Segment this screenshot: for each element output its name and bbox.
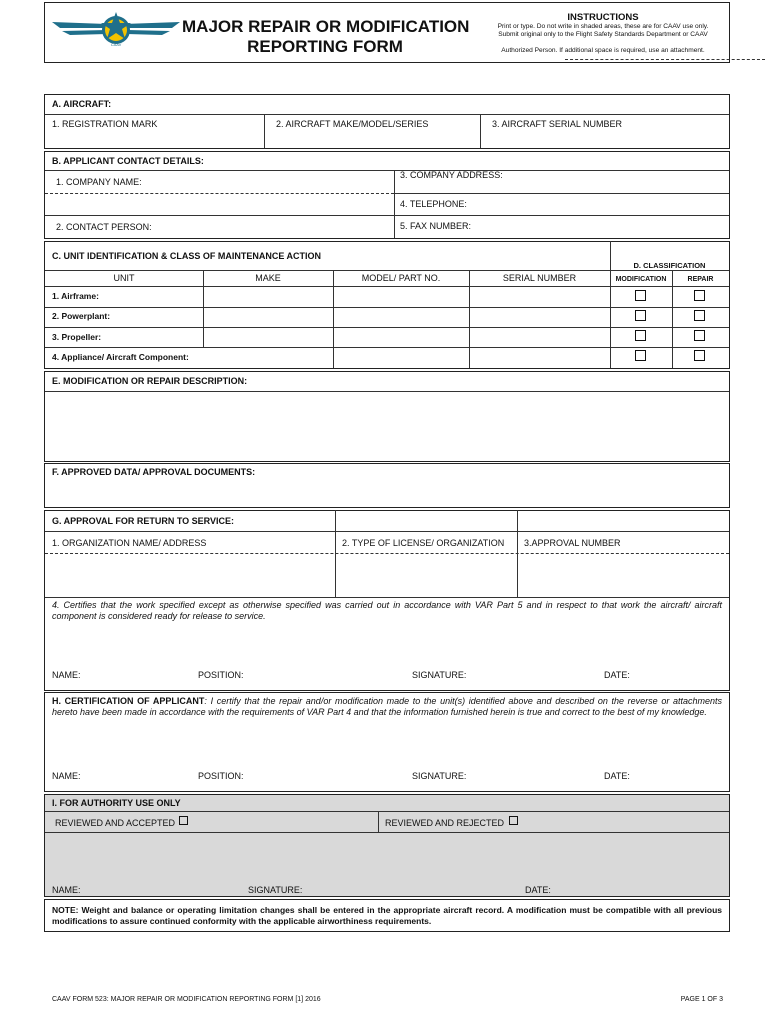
section-b-title: B. APPLICANT CONTACT DETAILS: xyxy=(52,156,204,166)
telephone-top-line xyxy=(394,193,729,194)
row-appliance: 4. Appliance/ Aircraft Component: xyxy=(52,352,189,362)
g-position-label[interactable]: POSITION: xyxy=(198,670,244,680)
section-g-line2 xyxy=(45,597,729,598)
reviewed-rejected-label: REVIEWED AND REJECTED xyxy=(385,818,505,828)
form-title-line2: REPORTING FORM xyxy=(247,37,403,56)
propeller-repair-checkbox[interactable] xyxy=(694,330,705,341)
i-date-label[interactable]: DATE: xyxy=(525,885,551,895)
contact-top-line xyxy=(45,215,729,216)
approval-number-field[interactable]: 3.APPROVAL NUMBER xyxy=(524,538,621,548)
section-c-title: C. UNIT IDENTIFICATION & CLASS OF MAINTENANCE ACTION xyxy=(52,251,321,261)
section-a-col2 xyxy=(480,114,481,148)
header-row-bottom xyxy=(45,286,729,287)
license-type-field[interactable]: 2. TYPE OF LICENSE/ ORGANIZATION xyxy=(342,538,505,548)
col-serial: SERIAL NUMBER xyxy=(502,273,577,283)
instructions-line2: Submit original only to the Flight Safety Standards Department or CAAV xyxy=(498,31,708,38)
powerplant-modification-checkbox[interactable] xyxy=(635,310,646,321)
row-line-1 xyxy=(45,307,729,308)
col-make: MAKE xyxy=(255,273,281,283)
g-date-label[interactable]: DATE: xyxy=(604,670,630,680)
header-dash-line xyxy=(565,59,765,60)
section-g-title: G. APPROVAL FOR RETURN TO SERVICE: xyxy=(52,516,235,526)
i-signature-label[interactable]: SIGNATURE: xyxy=(248,885,303,895)
row-line-2 xyxy=(45,327,729,328)
col-repair: REPAIR xyxy=(687,276,714,283)
section-a-col1 xyxy=(264,114,265,148)
aircraft-serial-field[interactable]: 3. AIRCRAFT SERIAL NUMBER xyxy=(492,119,623,129)
section-f-title: F. APPROVED DATA/ APPROVAL DOCUMENTS: xyxy=(52,467,256,477)
row-powerplant: 2. Powerplant: xyxy=(52,311,111,321)
note-text: NOTE: Weight and balance or operating limitation changes shall be entered in the appropriate aircraft record. A modification must be compatible with all previous modifications to assure continued conformity with the applicable airworthiness requirements. xyxy=(52,905,722,926)
airframe-repair-checkbox[interactable] xyxy=(694,290,705,301)
section-b-divider xyxy=(45,170,729,171)
reviewed-rejected-checkbox[interactable] xyxy=(509,816,518,825)
powerplant-repair-checkbox[interactable] xyxy=(694,310,705,321)
telephone-field[interactable]: 4. TELEPHONE: xyxy=(400,199,467,209)
section-i-line2 xyxy=(45,832,729,833)
airframe-modification-checkbox[interactable] xyxy=(635,290,646,301)
col-unit: UNIT xyxy=(113,273,135,283)
section-a-divider xyxy=(45,114,729,115)
reviewed-accepted-checkbox[interactable] xyxy=(179,816,188,825)
g-signature-label[interactable]: SIGNATURE: xyxy=(412,670,467,680)
certify-text: 4. Certifies that the work specified except as otherwise specified was carried out in accordance with VAR Part 5 and in respect to that work the aircraft/ aircraft component is considered ready for release to service. xyxy=(52,600,722,621)
contact-person-field[interactable]: 2. CONTACT PERSON: xyxy=(56,222,152,232)
aircraft-make-field[interactable]: 2. AIRCRAFT MAKE/MODEL/SERIES xyxy=(276,119,429,129)
row-propeller: 3. Propeller: xyxy=(52,332,102,342)
applicant-certification xyxy=(52,696,722,718)
propeller-modification-checkbox[interactable] xyxy=(635,330,646,341)
section-i-box xyxy=(44,794,730,897)
footer-page: PAGE 1 OF 3 xyxy=(680,996,723,1003)
h-date-label[interactable]: DATE: xyxy=(604,771,630,781)
h-signature-label[interactable]: SIGNATURE: xyxy=(412,771,467,781)
g-name-label[interactable]: NAME: xyxy=(52,670,81,680)
section-g-line1 xyxy=(45,531,729,532)
caav-logo xyxy=(52,8,180,48)
row-airframe: 1. Airframe: xyxy=(52,291,99,301)
header-row-top xyxy=(45,270,729,271)
section-i-title: I. FOR AUTHORITY USE ONLY xyxy=(52,798,181,808)
section-b-col xyxy=(394,170,395,238)
section-a-title: A. AIRCRAFT: xyxy=(52,99,112,109)
i-name-label[interactable]: NAME: xyxy=(52,885,81,895)
instructions-line1: Print or type. Do not write in shaded areas, these are for CAAV use only. xyxy=(497,23,709,30)
section-e-title: E. MODIFICATION OR REPAIR DESCRIPTION: xyxy=(52,376,248,386)
reviewed-accepted-label: REVIEWED AND ACCEPTED xyxy=(55,818,176,828)
appliance-repair-checkbox[interactable] xyxy=(694,350,705,361)
company-name-dash xyxy=(45,193,394,194)
section-h-title: H. CERTIFICATION OF APPLICANT xyxy=(52,696,205,706)
company-name-field[interactable]: 1. COMPANY NAME: xyxy=(56,177,142,187)
instructions-line3: Authorized Person. If additional space is required, use an attachment. xyxy=(501,47,705,54)
instructions-title: INSTRUCTIONS xyxy=(567,12,639,23)
col-model: MODEL/ PART NO. xyxy=(361,273,441,283)
form-title-line1: MAJOR REPAIR OR MODIFICATION xyxy=(182,17,470,36)
section-i-col xyxy=(378,811,379,832)
section-g-dash xyxy=(45,553,729,554)
description-area[interactable] xyxy=(45,392,729,461)
company-address-field[interactable]: 3. COMPANY ADDRESS: xyxy=(400,170,503,180)
registration-mark-field[interactable]: 1. REGISTRATION MARK xyxy=(52,119,158,129)
col-serial-line xyxy=(469,270,470,368)
section-d-title: D. CLASSIFICATION xyxy=(633,261,706,270)
organization-field[interactable]: 1. ORGANIZATION NAME/ ADDRESS xyxy=(52,538,207,548)
fax-field[interactable]: 5. FAX NUMBER: xyxy=(400,221,472,231)
h-name-label[interactable]: NAME: xyxy=(52,771,81,781)
col-model-line xyxy=(333,270,334,368)
logo-text: CAAV xyxy=(110,42,122,47)
row-line-3 xyxy=(45,347,729,348)
appliance-modification-checkbox[interactable] xyxy=(635,350,646,361)
approved-data-area[interactable] xyxy=(45,480,729,507)
col-modification: MODIFICATION xyxy=(615,276,667,283)
section-h-text: : I certify that the repair and/or modification made to the unit(s) identified above and described on the reverse or attachments hereto have been made in accordance with the requirements of VAR Part 4 and that the information furnished herein is true and correct to the best of my knowledge. xyxy=(52,696,722,717)
footer-form-id: CAAV FORM 523: MAJOR REPAIR OR MODIFICATION REPORTING FORM [1] 2016 xyxy=(52,996,321,1003)
section-i-line1 xyxy=(45,811,729,812)
h-position-label[interactable]: POSITION: xyxy=(198,771,244,781)
